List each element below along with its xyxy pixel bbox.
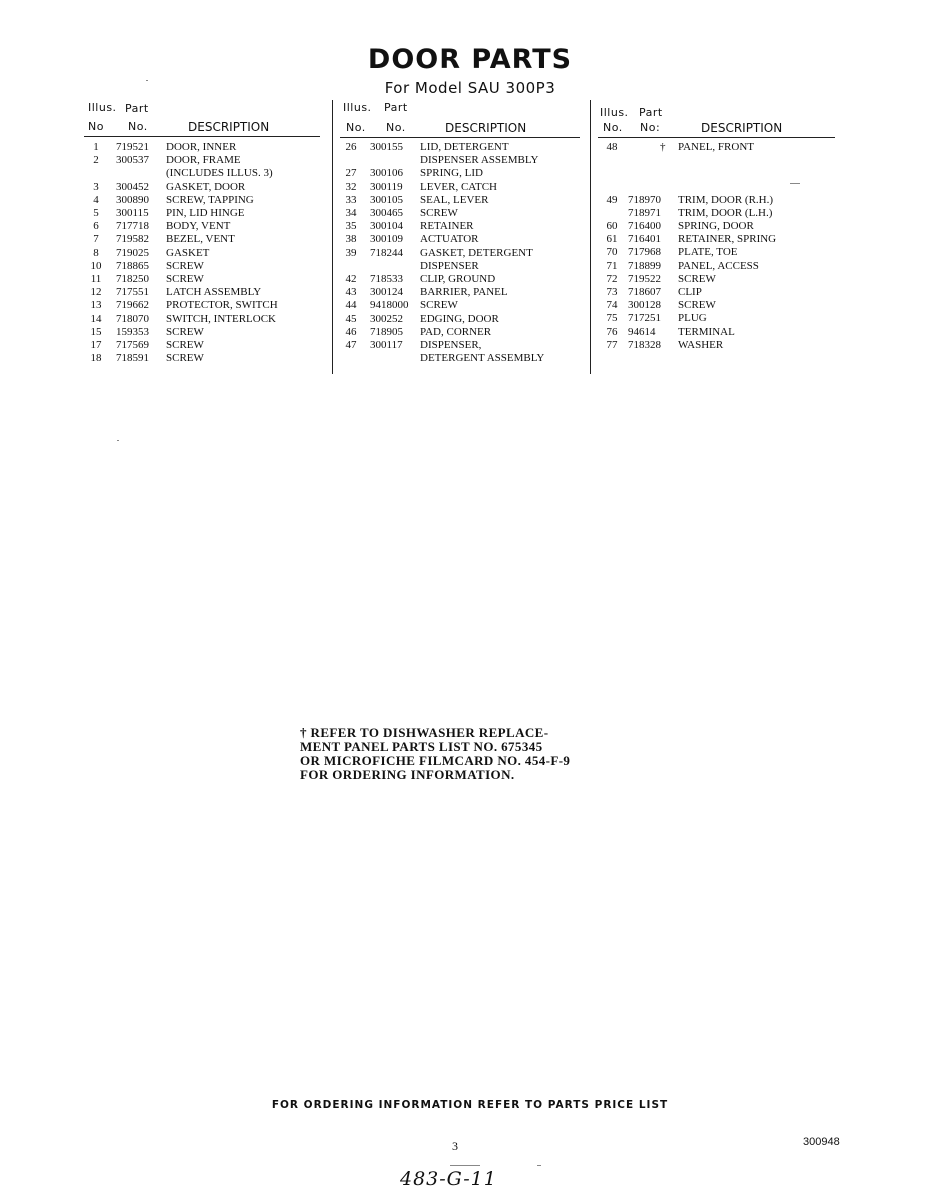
part-number: † bbox=[660, 141, 666, 153]
part-number: 718328 bbox=[628, 338, 661, 351]
illus-number: 18 bbox=[90, 352, 102, 365]
part-header: Part bbox=[639, 106, 663, 119]
scan-speck bbox=[450, 1165, 480, 1166]
illus-number: 35 bbox=[345, 220, 357, 233]
part-description: PIN, LID HINGE bbox=[166, 207, 245, 219]
illus-no-header: No. bbox=[346, 121, 366, 134]
handwritten-annotation: 483-G-11 bbox=[400, 1168, 497, 1190]
part-number: 300465 bbox=[370, 207, 403, 219]
part-description: DOOR, INNER bbox=[166, 141, 237, 153]
part-description: SCREW bbox=[678, 272, 716, 285]
part-number: 717718 bbox=[116, 220, 149, 233]
part-description: PAD, CORNER bbox=[420, 325, 492, 338]
description-header: DESCRIPTION bbox=[188, 120, 270, 134]
illus-number: 38 bbox=[345, 233, 357, 246]
part-description: TRIM, DOOR (L.H.) bbox=[678, 206, 773, 219]
part-number: 300890 bbox=[116, 193, 149, 206]
part-number: 719522 bbox=[628, 272, 661, 285]
part-description: SPRING, DOOR bbox=[678, 219, 754, 232]
part-description: RETAINER bbox=[420, 220, 474, 233]
part-number: 300537 bbox=[116, 154, 149, 167]
part-number: 300117 bbox=[370, 339, 403, 351]
part-description: TERMINAL bbox=[678, 325, 735, 338]
note-line: MENT PANEL PARTS LIST NO. 675345 bbox=[300, 739, 543, 754]
part-number: 717251 bbox=[628, 312, 661, 325]
part-number: 94614 bbox=[628, 325, 656, 338]
part-number: 718244 bbox=[370, 246, 403, 259]
part-number: 300452 bbox=[116, 180, 149, 193]
illus-number: 26 bbox=[345, 141, 357, 153]
part-number: 718250 bbox=[116, 273, 149, 285]
part-description: GASKET, DOOR bbox=[166, 180, 246, 193]
illus-number: 3 bbox=[93, 180, 99, 193]
illus-number: 42 bbox=[345, 273, 357, 285]
note-line: FOR ORDERING INFORMATION. bbox=[300, 767, 515, 782]
part-number: 719582 bbox=[116, 233, 149, 246]
illus-no-header: No. bbox=[603, 121, 623, 134]
illus-number: 76 bbox=[606, 325, 618, 338]
part-description: PLUG bbox=[678, 312, 707, 325]
part-number: 300124 bbox=[370, 286, 403, 299]
part-description: (INCLUDES ILLUS. 3) bbox=[166, 167, 273, 180]
part-description: EDGING, DOOR bbox=[420, 312, 499, 325]
part-description: DISPENSER, bbox=[420, 339, 482, 351]
part-description: PANEL, ACCESS bbox=[678, 259, 759, 272]
part-number: 300128 bbox=[628, 299, 661, 312]
illus-number: 46 bbox=[345, 325, 357, 338]
part-number: 716400 bbox=[628, 219, 661, 232]
illus-number: 33 bbox=[345, 193, 357, 206]
illus-number: 4 bbox=[93, 193, 99, 206]
part-description: BEZEL, VENT bbox=[166, 233, 235, 246]
part-description: LID, DETERGENT bbox=[420, 141, 509, 153]
illus-number: 74 bbox=[606, 299, 618, 312]
illus-number: 6 bbox=[93, 220, 99, 233]
part-description: DETERGENT ASSEMBLY bbox=[420, 352, 545, 365]
column-divider bbox=[332, 100, 333, 374]
illus-number: 47 bbox=[345, 339, 357, 351]
part-description: BARRIER, PANEL bbox=[420, 286, 508, 299]
part-description: PLATE, TOE bbox=[678, 246, 738, 259]
illus-number: 5 bbox=[93, 207, 99, 219]
part-description: SCREW bbox=[420, 299, 458, 312]
note-line: † REFER TO DISHWASHER REPLACE- bbox=[300, 725, 549, 740]
part-number: 159353 bbox=[116, 325, 149, 338]
part-number: 717968 bbox=[628, 246, 661, 259]
illus-number: 10 bbox=[90, 259, 102, 272]
scan-speck bbox=[146, 80, 148, 81]
part-description: DOOR, FRAME bbox=[166, 154, 241, 167]
part-number: 718905 bbox=[370, 325, 403, 338]
part-number: 717551 bbox=[116, 286, 149, 299]
illus-number: 49 bbox=[606, 193, 618, 206]
part-description: SCREW bbox=[166, 339, 204, 351]
illus-number: 13 bbox=[90, 299, 102, 312]
part-number: 718971 bbox=[628, 206, 661, 219]
illus-number: 61 bbox=[606, 233, 618, 246]
part-description: SCREW bbox=[166, 259, 204, 272]
illus-number: 72 bbox=[606, 272, 618, 285]
part-number: 718591 bbox=[116, 352, 149, 365]
part-description: SPRING, LID bbox=[420, 167, 483, 180]
page-number: 3 bbox=[452, 1139, 458, 1153]
part-description: SCREW, TAPPING bbox=[166, 193, 254, 206]
part-description: SCREW bbox=[420, 207, 458, 219]
part-description: CLIP bbox=[678, 285, 702, 298]
illus-number: 48 bbox=[606, 141, 618, 153]
ordering-footer: FOR ORDERING INFORMATION REFER TO PARTS PRICE LIST bbox=[271, 1099, 669, 1111]
part-description: WASHER bbox=[678, 338, 724, 351]
part-number: 719521 bbox=[116, 141, 149, 153]
part-description: PROTECTOR, SWITCH bbox=[166, 299, 278, 312]
part-number: 300106 bbox=[370, 167, 403, 180]
part-number: 719662 bbox=[116, 299, 149, 312]
illus-number: 17 bbox=[90, 339, 102, 351]
illus-number: 2 bbox=[93, 154, 99, 167]
part-number: 717569 bbox=[116, 339, 149, 351]
document-number: 300948 bbox=[803, 1136, 840, 1148]
part-number: 300104 bbox=[370, 220, 403, 233]
description-header: DESCRIPTION bbox=[701, 121, 783, 135]
illus-header: Illus. bbox=[88, 101, 117, 114]
header-rule bbox=[84, 136, 320, 137]
illus-number: 34 bbox=[345, 207, 357, 219]
part-number: 718899 bbox=[628, 259, 661, 272]
part-number: 9418000 bbox=[370, 299, 409, 312]
part-number: 300155 bbox=[370, 141, 403, 153]
illus-number: 32 bbox=[345, 180, 357, 193]
illus-no-header: No bbox=[88, 120, 104, 133]
page-title: DOOR PARTS bbox=[367, 44, 573, 75]
part-description: GASKET, DETERGENT bbox=[420, 246, 533, 259]
part-header: Part bbox=[125, 102, 149, 115]
part-description: PANEL, FRONT bbox=[678, 141, 754, 153]
illus-number: 39 bbox=[345, 246, 357, 259]
part-no-header: No. bbox=[386, 121, 406, 134]
illus-number: 73 bbox=[606, 285, 618, 298]
illus-number: 11 bbox=[90, 273, 102, 285]
model-subtitle: For Model SAU 300P3 bbox=[384, 79, 556, 97]
part-description: DISPENSER bbox=[420, 259, 479, 272]
replacement-panel-note bbox=[300, 726, 600, 782]
illus-number: 77 bbox=[606, 338, 618, 351]
part-description: SCREW bbox=[166, 325, 204, 338]
illus-number: 75 bbox=[606, 312, 618, 325]
part-number: 719025 bbox=[116, 246, 149, 259]
part-description: DISPENSER ASSEMBLY bbox=[420, 154, 539, 167]
part-number: 300109 bbox=[370, 233, 403, 246]
part-number: 300115 bbox=[116, 207, 149, 219]
part-description: RETAINER, SPRING bbox=[678, 233, 777, 246]
part-number: 718070 bbox=[116, 312, 149, 325]
illus-number: 60 bbox=[606, 219, 618, 232]
header-rule bbox=[340, 137, 580, 138]
part-description: GASKET bbox=[166, 246, 210, 259]
illus-number: 1 bbox=[93, 141, 99, 153]
part-description: TRIM, DOOR (R.H.) bbox=[678, 193, 774, 206]
part-number: 718607 bbox=[628, 285, 661, 298]
scan-speck bbox=[117, 440, 119, 441]
header-rule bbox=[598, 137, 835, 138]
part-description: SWITCH, INTERLOCK bbox=[166, 312, 276, 325]
part-number: 716401 bbox=[628, 233, 661, 246]
illus-number: 8 bbox=[93, 246, 99, 259]
part-description: SCREW bbox=[166, 273, 204, 285]
illus-number: 45 bbox=[345, 312, 357, 325]
illus-number: 15 bbox=[90, 325, 102, 338]
part-no-header: No: bbox=[640, 121, 661, 134]
illus-header: Illus. bbox=[343, 101, 372, 114]
part-number: 718533 bbox=[370, 273, 403, 285]
part-description: LATCH ASSEMBLY bbox=[166, 286, 262, 299]
part-header: Part bbox=[384, 101, 408, 114]
part-description: SCREW bbox=[166, 352, 204, 365]
part-description: LEVER, CATCH bbox=[420, 180, 497, 193]
illus-number: 12 bbox=[90, 286, 102, 299]
scan-speck bbox=[790, 183, 800, 184]
part-number: 300252 bbox=[370, 312, 403, 325]
part-number: 300119 bbox=[370, 180, 403, 193]
illus-number: 7 bbox=[93, 233, 99, 246]
part-description: BODY, VENT bbox=[166, 220, 231, 233]
part-number: 718970 bbox=[628, 193, 661, 206]
part-description: SEAL, LEVER bbox=[420, 193, 489, 206]
scan-speck bbox=[537, 1165, 541, 1166]
illus-number: 44 bbox=[345, 299, 357, 312]
illus-number: 14 bbox=[90, 312, 102, 325]
part-no-header: No. bbox=[128, 120, 148, 133]
part-number: 718865 bbox=[116, 259, 149, 272]
part-description: SCREW bbox=[678, 299, 716, 312]
illus-number: 27 bbox=[345, 167, 357, 180]
illus-number: 70 bbox=[606, 246, 618, 259]
column-divider bbox=[590, 100, 591, 374]
part-description: CLIP, GROUND bbox=[420, 273, 496, 285]
part-description: ACTUATOR bbox=[420, 233, 479, 246]
illus-number: 71 bbox=[606, 259, 618, 272]
note-line: OR MICROFICHE FILMCARD NO. 454-F-9 bbox=[300, 753, 571, 768]
description-header: DESCRIPTION bbox=[445, 121, 527, 135]
part-number: 300105 bbox=[370, 193, 403, 206]
illus-number: 43 bbox=[345, 286, 357, 299]
illus-header: Illus. bbox=[600, 106, 629, 119]
